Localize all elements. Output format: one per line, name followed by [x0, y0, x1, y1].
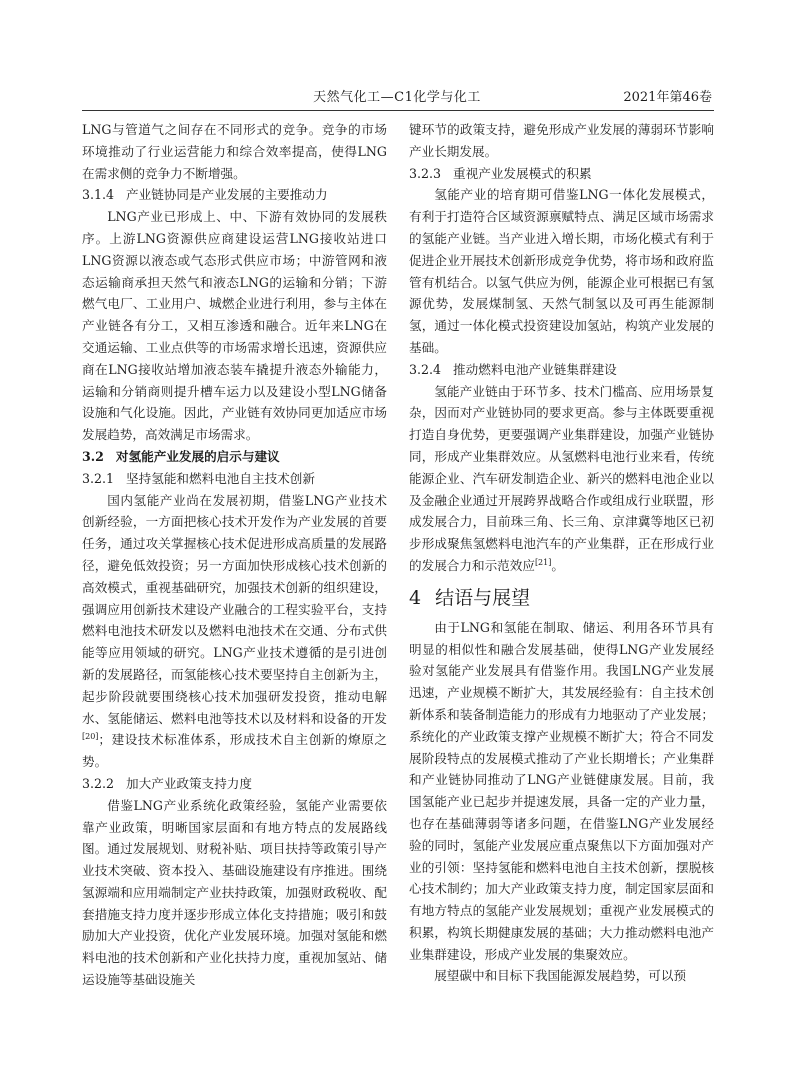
- section-title: 结语与展望: [435, 586, 531, 609]
- section-number: 3.2.4: [409, 361, 442, 377]
- section-heading-3-2-3: [409, 163, 714, 185]
- paragraph: 借鉴LNG产业系统化政策经验，氢能产业需要依靠产业政策，明晰国家层面和有地方特点的发展路线图。通过发展规划、财税补贴、项目扶持等政策引导产业技术突破、资本投入、基础设施建设有序推进。围绕氢源端和应用端制定产业扶持政策，加强财政税收、配套措施支持力度并逐步形成立体化支持措施；吸引和鼓励加大产业投资，优化产业发展环境。加强对氢能和燃料电池的技术创新和产业化扶持力度，重视加氢站、储运设施等基础设施关: [82, 797, 387, 988]
- section-heading-3-2-1: [82, 468, 387, 490]
- section-title: 产业链协同是产业发展的主要推动力: [126, 187, 328, 203]
- section-number: 4: [409, 586, 422, 609]
- section-heading-4: [409, 583, 714, 613]
- paragraph: 展望碳中和目标下我国能源发展趋势，可以预: [434, 968, 687, 984]
- section-title: 重视产业发展模式的积累: [453, 165, 592, 181]
- paragraph: [82, 490, 387, 773]
- citation-ref: [21]: [534, 557, 552, 567]
- citation-ref: [20]: [82, 732, 99, 742]
- paragraph: LNG产业已形成上、中、下游有效协同的发展秩序。上游LNG资源供应商建设运营LNG接收站进口LNG资源以液态或气态形式供应市场；中游管网和液态运输商承担天然气和液态LNG的运输和分销；下游燃气电厂、工业用户、城燃企业进行利用，参与主体在产业链各有分工，又相互渗透和融合。近年来LNG在交通运输、工业点供等的市场需求增长迅速，资源供应商在LNG接收站增加液态装车撬提升液态外输能力，运输和分销商则提升槽车运力以及建设小型LNG储备设施和气化设施。因此，产业链有效协同更加适应市场发展趋势，高效满足市场需求。: [82, 209, 387, 443]
- section-title: 推动燃料电池产业链集群建设: [453, 361, 617, 377]
- issue-info: 2021年第46卷: [623, 90, 712, 105]
- section-number: 3.2.2: [82, 775, 115, 791]
- section-number: 3.2.3: [409, 165, 442, 181]
- section-title: 坚持氢能和燃料电池自主技术创新: [126, 470, 315, 486]
- header-rule: [82, 110, 714, 111]
- section-number: 3.2: [82, 448, 104, 464]
- right-column: [409, 119, 714, 987]
- paragraph: LNG与管道气之间存在不同形式的竞争。竞争的市场环境推动了行业运营能力和综合效率提高，使得LNG在需求侧的竞争力不断增强。: [82, 122, 387, 181]
- section-number: 3.2.1: [82, 470, 115, 486]
- section-number: 3.1.4: [82, 187, 115, 203]
- paragraph: [409, 381, 714, 577]
- paragraph-text: 氢能产业链由于环节多、技术门槛高、应用场景复杂，因而对产业链协同的要求更高。参与主体既要重视打造自身优势，更要强调产业集群建设，加强产业链协同，形成产业集群效应。从氢燃料电池行业来看，传统能源企业、汽车研发制造企业、新兴的燃料电池企业以及金融企业通过开展跨界战略合作或组成行业联盟，形成发展合力，目前珠三角、长三角、京津冀等地区已初步形成聚焦氢燃料电池汽车的产业集群，正在形成行业的发展合力和示范效应: [409, 383, 714, 573]
- paragraph: 由于LNG和氢能在制取、储运、利用各环节具有明显的相似性和融合发展基础，使得LNG产业发展经验对氢能产业发展具有借鉴作用。我国LNG产业发展迅速，产业规模不断扩大，其发展经验有：自主技术创新体系和装备制造能力的形成有力地驱动了产业发展；系统化的产业政策支撑产业规模不断扩大；符合不同发展阶段特点的发展模式推动了产业长期增长；产业集群和产业链协同推动了LNG产业链健康发展。目前，我国氢能产业已起步并提速发展，具备一定的产业力量，也存在基础薄弱等诸多问题，在借鉴LNG产业发展经验的同时，氢能产业发展应重点聚焦以下方面加强对产业的引领：坚持氢能和燃料电池自主技术创新，摆脱核心技术制约；加大产业政策支持力度，制定国家层面和有地方特点的氢能产业发展规划；重视产业发展模式的积累，构筑长期健康发展的基础；大力推动燃料电池产业集群建设，形成产业发展的集聚效应。: [409, 619, 714, 962]
- left-column: [82, 119, 387, 991]
- paragraph: 氢能产业的培育期可借鉴LNG一体化发展模式，有利于打造符合区域资源禀赋特点、满足区域市场需求的氢能产业链。当产业进入增长期，市场化模式有利于促进企业开展技术创新形成竞争优势，将市场和政府监管有机结合。以氢气供应为例，能源企业可根据已有氢源优势，发展煤制氢、天然气制氢以及可再生能源制氢，通过一体化模式投资建设加氢站，构筑产业发展的基础。: [409, 187, 714, 355]
- section-heading-3-2: [82, 446, 387, 468]
- paragraph-text: 国内氢能产业尚在发展初期，借鉴LNG产业技术创新经验，一方面把核心技术开发作为产业发展的首要任务，通过攻关掌握核心技术促进形成高质量的发展路径，避免低效投资；另一方面加快形成核心技术创新的高效模式，重视基础研究，加强技术创新的组织建设，强调应用创新技术建设产业融合的工程实验平台，支持燃料电池技术研发以及燃料电池技术在交通、分布式供能等应用领域的研究。LNG产业技术遵循的是引进创新的发展路径，而氢能核心技术要坚持自主创新为主，起步阶段就要围绕核心技术加强研发投资，推动电解水、氢能储运、燃料电池等技术以及材料和设备的开发: [82, 492, 387, 726]
- journal-title: 天然气化工—C1化学与化工: [313, 90, 481, 105]
- section-title: 对氢能产业发展的启示与建议: [115, 448, 280, 464]
- section-title: 加大产业政策支持力度: [126, 775, 252, 791]
- paragraph: 键环节的政策支持，避免形成产业发展的薄弱环节影响产业长期发展。: [409, 122, 714, 159]
- section-heading-3-2-4: [409, 359, 714, 381]
- section-heading-3-2-2: [82, 773, 387, 795]
- section-heading-3-1-4: [82, 184, 387, 206]
- paragraph-text: 。: [551, 557, 564, 573]
- paragraph-text: ；建设技术标准体系，形成技术自主创新的燎原之势。: [82, 732, 387, 770]
- running-header: [82, 86, 712, 108]
